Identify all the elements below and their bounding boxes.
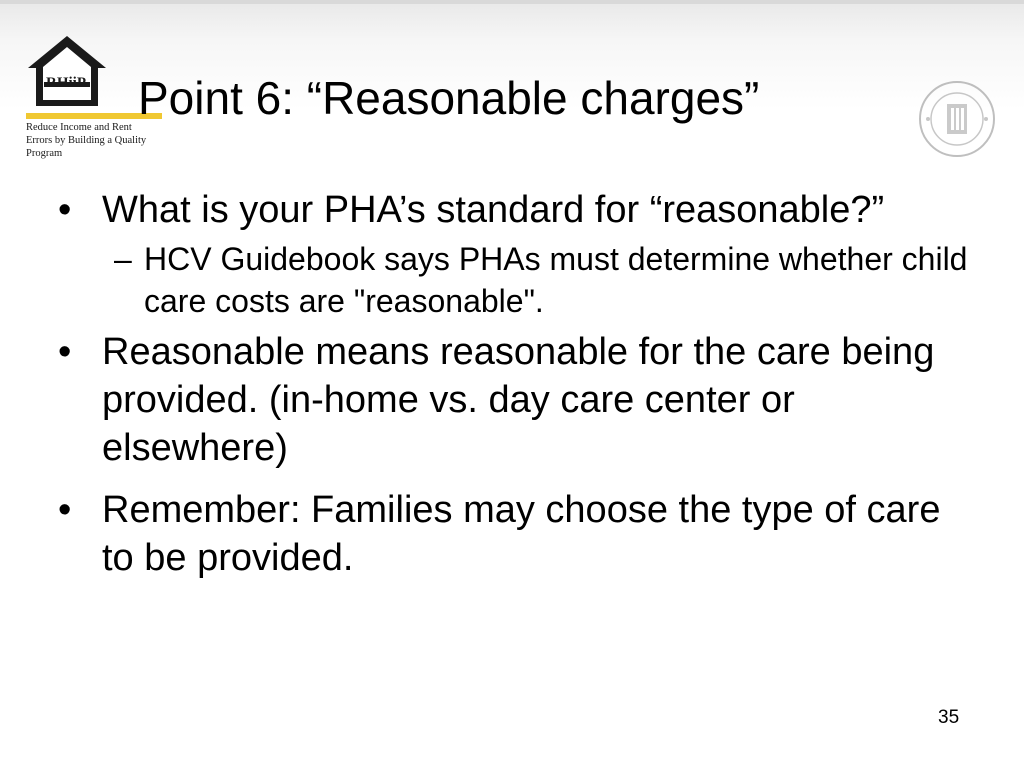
bullet-text: What is your PHA’s standard for “reasonable?”: [102, 189, 885, 231]
bullet-text: Remember: Families may choose the type of care to be provided.: [102, 489, 941, 579]
sub-bullet-item: [58, 238, 978, 322]
page-number: 35: [938, 707, 960, 728]
hud-seal-icon: [918, 80, 996, 158]
sub-bullet-text: HCV Guidebook says PHAs must determine whether child care costs are "reasonable".: [144, 241, 968, 319]
sub-bullet-glyph: –: [114, 241, 132, 277]
bullet-list: [58, 186, 978, 582]
bullet-glyph: •: [58, 189, 72, 231]
house-logo-icon: [26, 34, 108, 108]
bullet-glyph: •: [58, 331, 72, 373]
top-divider: [0, 0, 1024, 4]
logo-tagline: Reduce Income and Rent Errors by Building a Quality Program: [26, 122, 147, 159]
bullet-item: [58, 186, 978, 234]
bullet-item: [58, 328, 978, 472]
bullet-glyph: •: [58, 489, 72, 531]
logo-wordmark: RHiiP: [46, 75, 86, 91]
bullet-text: Reasonable means reasonable for the care being provided. (in-home vs. day care center or elsewhere): [102, 331, 935, 469]
slide-title: Point 6: “Reasonable charges”: [138, 72, 760, 124]
bullet-item: [58, 486, 978, 582]
